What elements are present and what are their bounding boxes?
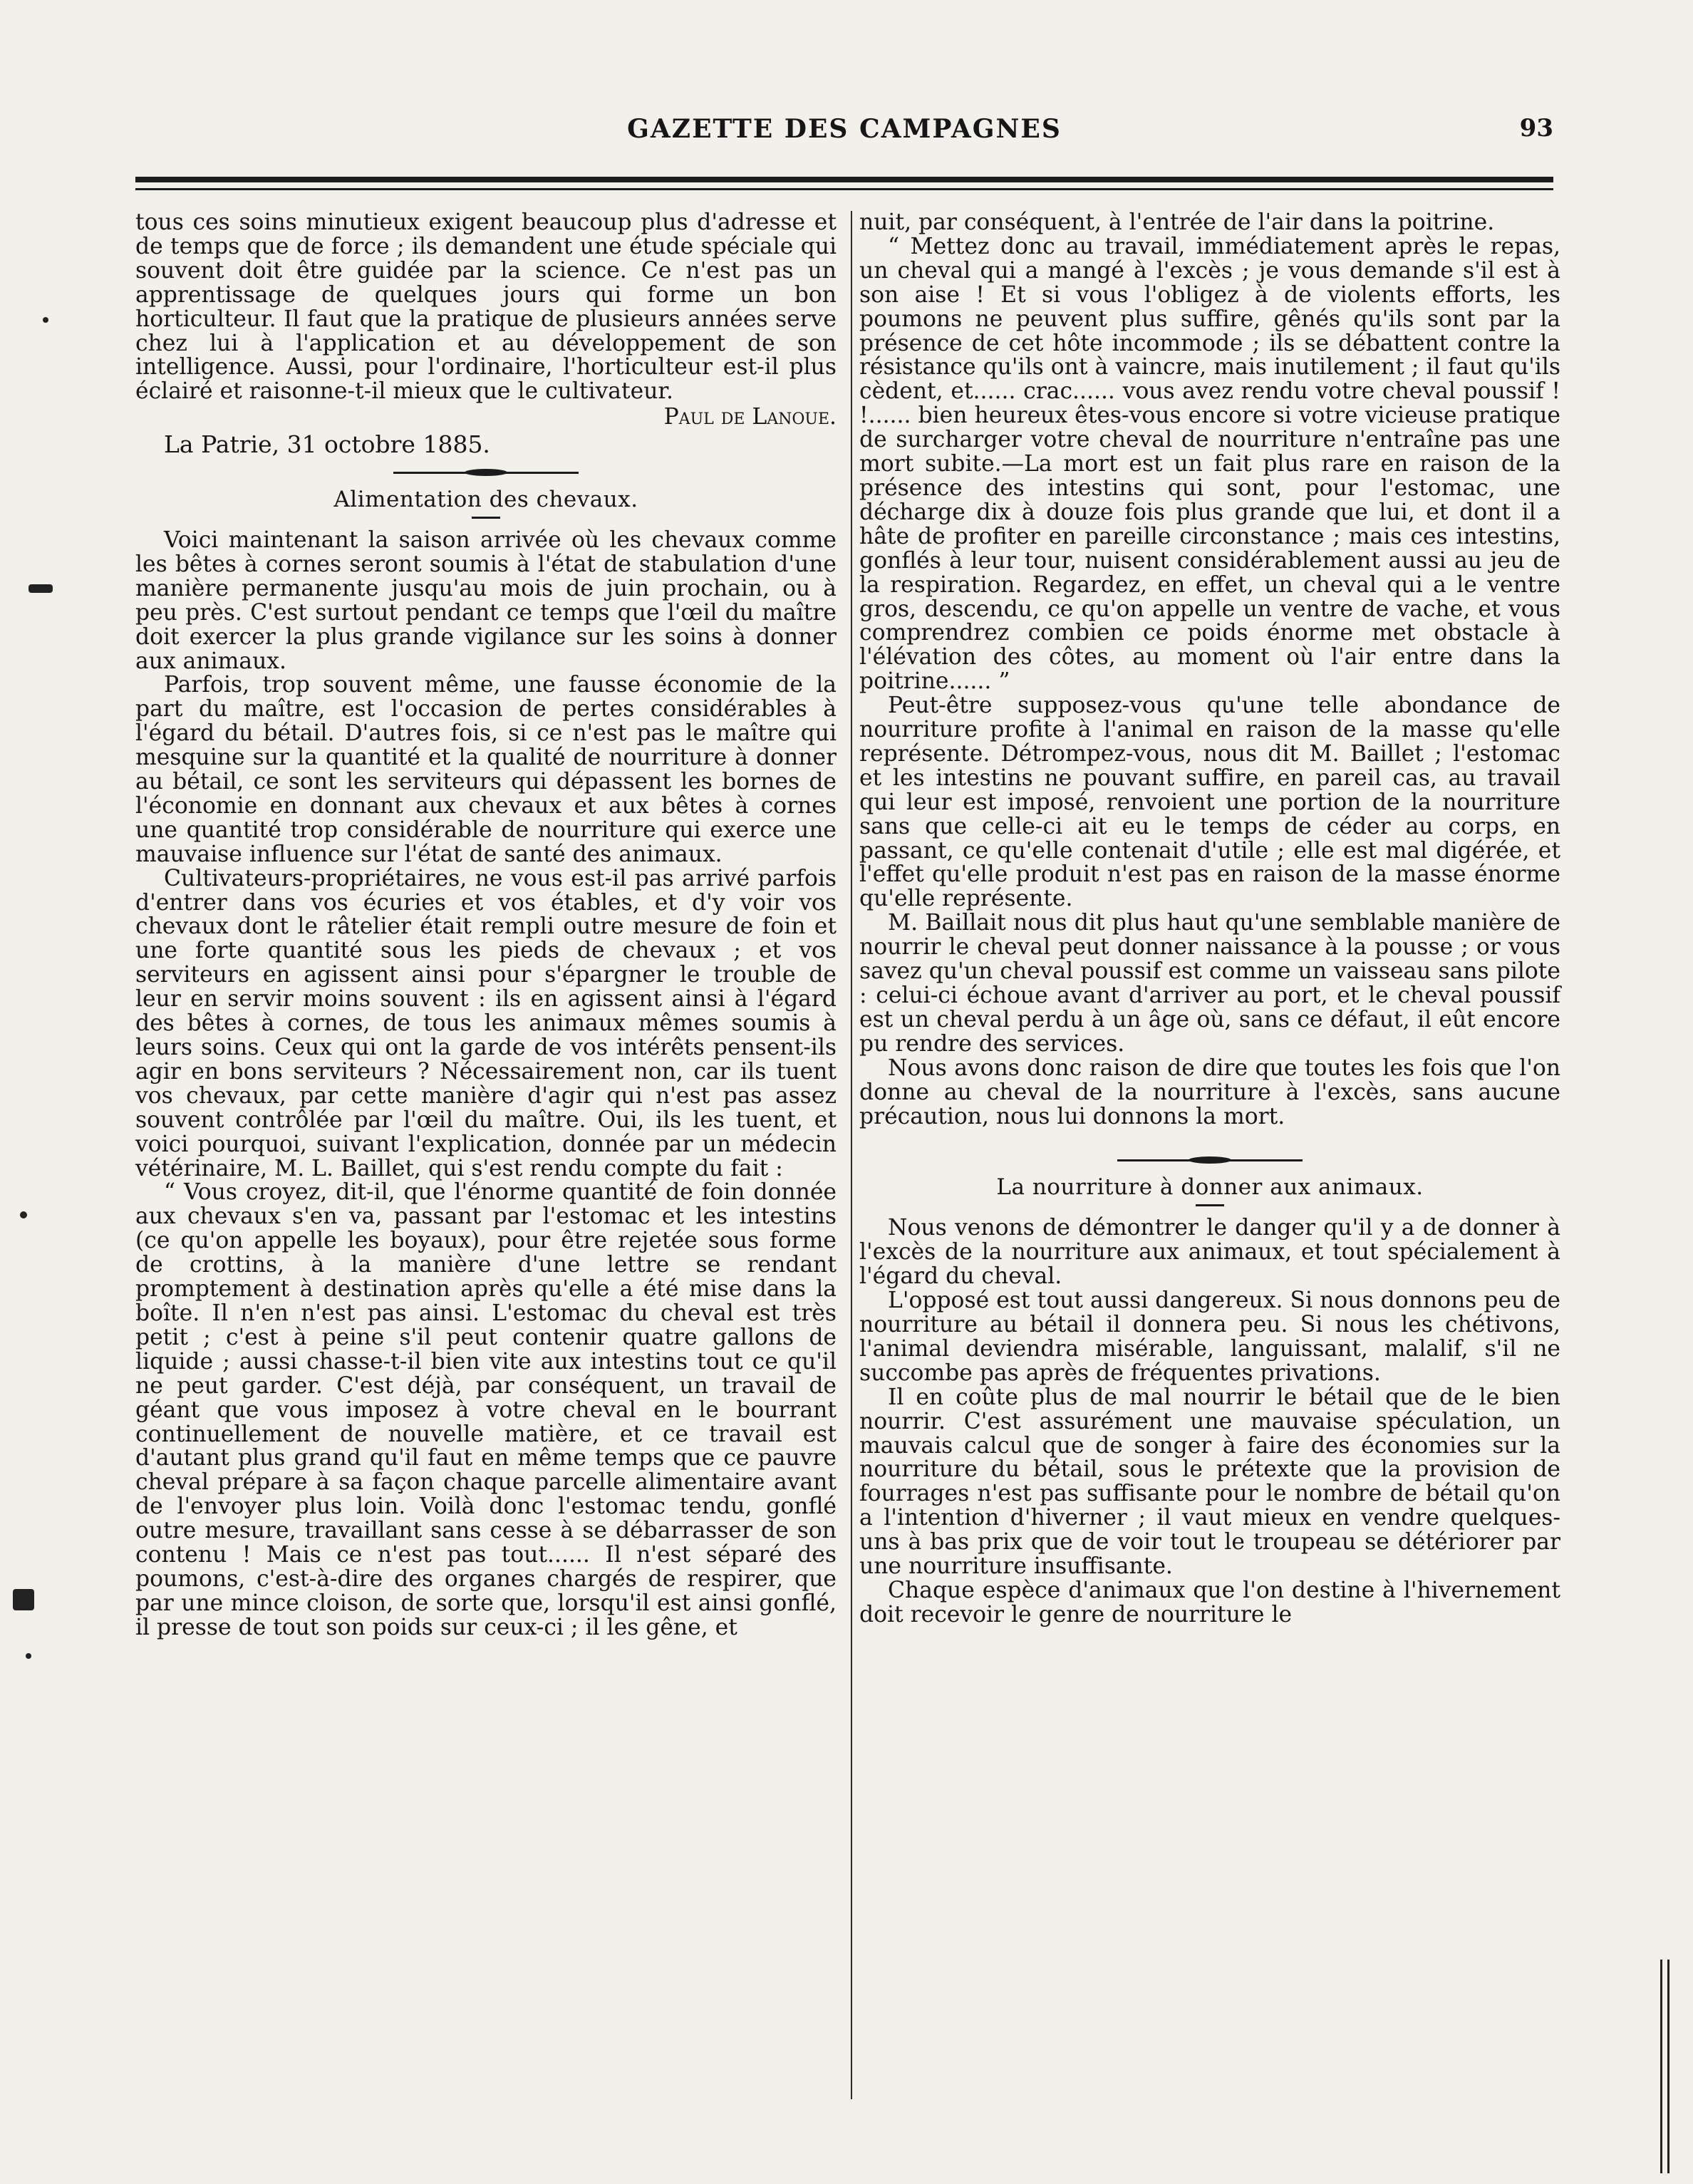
title-dash [1196, 1204, 1224, 1206]
scan-speck [20, 1211, 27, 1218]
scan-speck [43, 317, 48, 323]
article-paragraph: “ Vous croyez, dit-il, que l'énorme quantité de foin donnée aux chevaux s'en va, passant par l'estomac et les intestins (ce qu'on appelle les boyaux), pour être rejetée sous forme de crottins, à la manière d'une lettre se rendant promptement à destination après qu'elle a été mise dans la boîte. Il n'en n'est pas ainsi. L'estomac du cheval est très petit ; c'est à peine s'il peut contenir quatre gallons de liquide ; aussi chasse-t-il bien vite aux intestins tout ce qu'il ne peut garder. C'est déjà, par conséquent, un travail de géant que vous imposez à votre cheval en le bourrant continuellement de nouvelle matière, et ce travail est d'autant plus grand qu'il faut en même temps que ce pauvre cheval prépare à sa façon chaque parcelle alimentaire avant de l'envoyer plus loin. Voilà donc l'estomac tendu, gonflé outre mesure, travaillant sans cesse à se débarrasser de son contenu ! Mais ce n'est pas tout...... Il n'est séparé des poumons, c'est-à-dire des organes chargés de respirer, que par une mince cloison, de sorte que, lorsqu'il est ainsi gonflé, il presse de tout son poids sur ceux-ci ; il les gêne, et [135, 1179, 837, 1640]
scan-edge-mark [1667, 1960, 1669, 2173]
section-ornament [135, 462, 837, 482]
article-continuation-paragraph: tous ces soins minutieux exigent beaucoup plus d'adresse et de temps que de force ; ils demandent une étude spéciale qui souvent doit être guidée par la science. Ce n'est pas un apprentissage de quelques jours qui forme un bon horticulteur. Il faut que la pratique de plusieurs années serve chez lui à l'application et au développement de son intelligence. Aussi, pour l'ordinaire, l'horticulteur est-il plus éclairé et raisonne-t-il mieux que le cultivateur. [135, 209, 837, 405]
page-header [135, 114, 1553, 157]
article-paragraph: Cultivateurs-propriétaires, ne vous est-il pas arrivé parfois d'entrer dans vos écuries et vos étables, et d'y voir vos chevaux dont le râtelier était rempli outre mesure de foin et une forte quantité sous les pieds de chevaux ; et vos serviteurs en agissent ainsi pour s'épargner le trouble de leur en servir moins souvent : ils en agissent ainsi à l'égard des bêtes à cornes, de tous les animaux mêmes soumis à leurs soins. Ceux qui ont la garde de vos intérêts pensent-ils agir en bons serviteurs ? Nécessairement non, car ils tuent vos chevaux, par cette manière d'agir qui n'est pas assez souvent contrôlée par l'œil du maître. Oui, ils les tuent, et voici pourquoi, suivant l'explication, donnée par un médecin vétérinaire, M. L. Baillet, qui s'est rendu compte du fait : [135, 865, 837, 1181]
article-paragraph: L'opposé est tout aussi dangereux. Si nous donnons peu de nourriture au bétail il donnera peu. Si nous les chétivons, l'animal deviendra misérable, languissant, malalif, s'il ne succombe pas après de fréquentes privations. [859, 1288, 1560, 1386]
left-column [135, 211, 837, 1640]
scan-speck [26, 1653, 31, 1659]
article-paragraph: nuit, par conséquent, à l'entrée de l'air dans la poitrine. [859, 209, 1495, 235]
section-ornament [859, 1150, 1560, 1170]
article-paragraph: Parfois, trop souvent même, une fausse économie de la part du maître, est l'occasion de pertes considérables à l'égard du bétail. D'autres fois, si ce n'est pas le maître qui mesquine sur la quantité et la qualité de nourriture à donner au bétail, ce sont les serviteurs qui dépassent les bornes de l'économie en donnant aux chevaux et aux bêtes à cornes une quantité trop considérable de nourriture qui exerce une mauvaise influence sur l'état de santé des animaux. [135, 672, 837, 867]
article-paragraph: Nous venons de démontrer le danger qu'il y a de donner à l'excès de la nourriture aux animaux, et tout spécialement à l'égard du cheval. [859, 1215, 1560, 1290]
article-paragraph: “ Mettez donc au travail, immédiatement après le repas, un cheval qui a mangé à l'excès ; je vous demande s'il est à son aise ! Et si vous l'obligez à de violents efforts, les poumons ne peuvent plus suffire, gênés qu'ils sont par la présence de cet hôte incommode ; ils se débattent contre la résistance qu'ils ont à vaincre, mais inutilement ; il faut qu'ils cèdent, et...... crac...... vous avez rendu votre cheval poussif ! !...... bien heureux êtes-vous encore si votre vicieuse pratique de surcharger votre cheval de nourriture n'entraîne pas une mort subite.—La mort est un fait plus rare en raison de la présence des intestins qui sont, pour l'estomac, une décharge dix à douze fois plus grande que lui, et dont il a hâte de profiter en pareille circonstance ; mais ces intestins, gonflés à leur tour, nuisent considérablement aussi au jeu de la respiration. Regardez, en effet, un cheval qui a le ventre gros, descendu, ce qu'on appelle un ventre de vache, et vous comprendrez combien ce poids énorme met obstacle à l'élévation des côtes, au moment où l'air entre dans la poitrine...... ” [859, 233, 1560, 695]
article-paragraph: Il en coûte plus de mal nourrir le bétail que de le bien nourrir. C'est assurément une mauvaise spéculation, un mauvais calcul que de songer à faire des économies sur la nourriture du bétail, sous le prétexte que la provision de fourrages n'est pas suffisante pour le nombre de bétail qu'on a l'intention d'hiverner ; il vaut mieux en vendre quelques-uns à bas prix que de voir tout le troupeau se détériorer par une nourriture insuffisante. [859, 1384, 1560, 1580]
article-paragraph: Chaque espèce d'animaux que l'on destine à l'hivernement doit recevoir le genre de nourriture le [859, 1577, 1560, 1627]
page-number: 93 [1519, 114, 1553, 143]
scan-smudge [29, 584, 53, 593]
article-paragraph: Nous avons donc raison de dire que toutes les fois que l'on donne au cheval de la nourriture à l'excès, sans aucune précaution, nous lui donnons la mort. [859, 1055, 1560, 1129]
title-dash [472, 517, 500, 519]
article-source: La Patrie, 31 octobre 1885. [164, 430, 490, 459]
section-title: La nourriture à donner aux animaux. [996, 1174, 1424, 1201]
section-title: Alimentation des chevaux. [333, 487, 638, 513]
header-rule-thick [135, 177, 1553, 182]
article-paragraph: Voici maintenant la saison arrivée où les chevaux comme les bêtes à cornes seront soumis à l'état de stabulation d'une manière permanente jusqu'au mois de juin prochain, ou à peu près. C'est surtout pendant ce temps que l'œil du maître doit exercer la plus grande vigilance sur les soins à donner aux animaux. [135, 527, 837, 674]
publication-title: GAZETTE DES CAMPAGNES [627, 114, 1062, 144]
scan-edge-mark [1660, 1960, 1662, 2173]
header-rule-thin [135, 188, 1553, 190]
article-paragraph: M. Baillait nous dit plus haut qu'une semblable manière de nourrir le cheval peut donner naissance à la pousse ; or vous savez qu'un cheval poussif est comme un vaisseau sans pilote : celui-ci échoue avant d'arriver au port, et le cheval poussif est un cheval perdu à un âge où, sans ce défaut, il eût encore pu rendre des services. [859, 910, 1560, 1057]
right-column [859, 211, 1560, 1627]
scan-smudge [13, 1589, 34, 1610]
column-divider [851, 211, 852, 2099]
article-paragraph: Peut-être supposez-vous qu'une telle abondance de nourriture profite à l'animal en raison de la masse qu'elle représente. Détrompez-vous, nous dit M. Baillet ; l'estomac et les intestins ne pouvant suffire, en pareil cas, au travail qui leur est imposé, renvoient une portion de la nourriture sans que celle-ci ait eu le temps de céder au corps, en passant, ce qu'elle contenait d'utile ; elle est mal digérée, et l'effet qu'elle produit n'est pas en raison de la masse énorme qu'elle représente. [859, 693, 1560, 912]
author-signature: Paul de Lanoue. [663, 404, 837, 430]
